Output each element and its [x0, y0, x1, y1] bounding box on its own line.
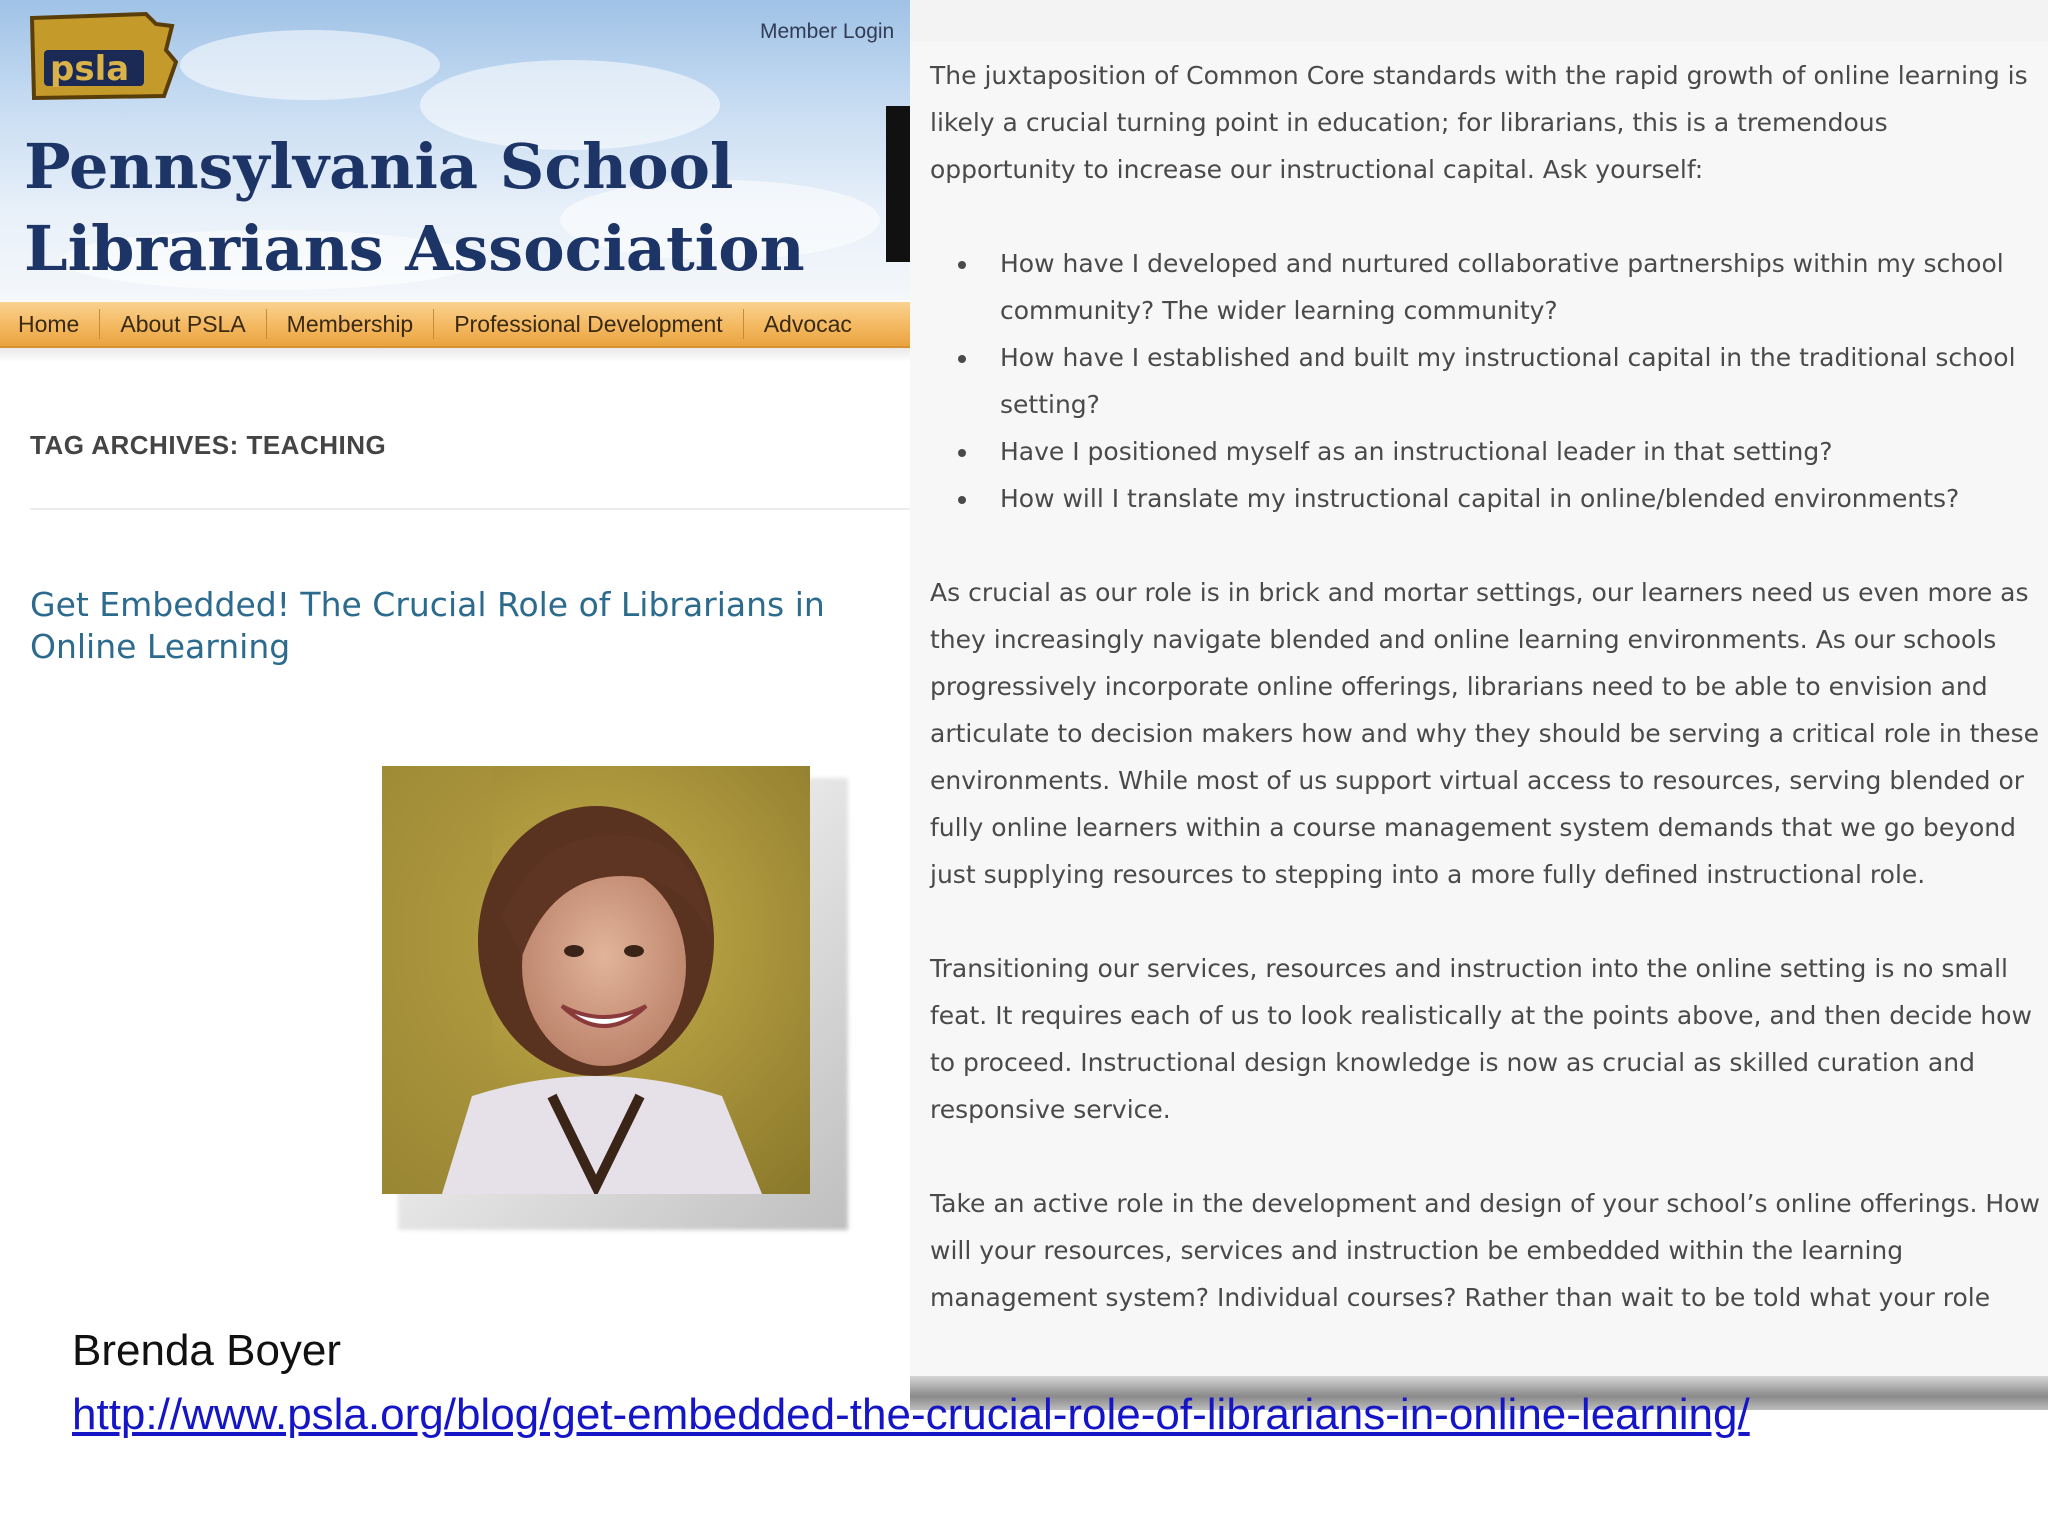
main-nav — [0, 302, 910, 348]
header-banner-edge — [886, 106, 910, 262]
nav-item-about[interactable]: About PSLA — [100, 309, 266, 339]
site-title-line1: Pennsylvania School — [24, 130, 734, 203]
author-portrait-image — [382, 766, 810, 1194]
nav-item-membership[interactable]: Membership — [267, 309, 435, 339]
article-excerpt — [910, 42, 2048, 1382]
site-title — [24, 126, 805, 290]
post-title-link[interactable]: Get Embedded! The Crucial Role of Librarians in Online Learning — [30, 585, 825, 666]
svg-text:psla: psla — [50, 49, 130, 89]
question-list — [930, 240, 2040, 522]
site-title-line2: Librarians Association — [24, 212, 805, 285]
article-paragraph: The juxtaposition of Common Core standards with the rapid growth of online learning is likely a crucial turning point in education; for librarians, this is a tremendous opportunity to increase our instructional capital. Ask yourself: — [930, 61, 2028, 184]
article-paragraph: Take an active role in the development and design of your school’s online offerings. How will your resources, services and instruction be embedded within the learning management system? Individual courses? Rather than wait to be told what your role — [930, 1189, 2040, 1312]
list-item: • How have I established and built my instructional capital in the traditional school setting? — [980, 334, 2040, 428]
list-item: • How will I translate my instructional capital in online/blended environments? — [980, 475, 2040, 522]
member-login-link[interactable]: Member Login — [760, 20, 895, 43]
nav-shadow — [0, 348, 910, 362]
paragraph-gap — [930, 898, 2040, 945]
nav-item-advocacy[interactable]: Advocac — [763, 311, 852, 337]
psla-site-screenshot — [0, 0, 910, 1450]
article-paragraph: Transitioning our services, resources and instruction into the online setting is no small feat. It requires each of us to look realistically at the points above, and then decide how to proceed. Instructional design knowledge is now as crucial as skilled curation and responsive service. — [930, 954, 2032, 1124]
paragraph-gap — [930, 1133, 2040, 1180]
nav-item-professional-development[interactable]: Professional Development — [434, 309, 743, 339]
site-header — [0, 0, 910, 300]
list-item: • How have I developed and nurtured collaborative partnerships within my school community? The wider learning community? — [980, 240, 2040, 334]
nav-item-home[interactable]: Home — [0, 309, 100, 339]
divider — [30, 508, 910, 510]
article-paragraph: As crucial as our role is in brick and mortar settings, our learners need us even more as they increasingly navigate blended and online learning environments. As our schools progressively incorporate online offerings, librarians need to be able to envision and articulate to decision makers how and why they should be serving a critical role in these environments. While most of us support virtual access to resources, serving blended or fully online learners within a course management system demands that we go beyond just supplying resources to stepping into a more fully defined instructional role. — [930, 578, 2040, 889]
list-item: • Have I positioned myself as an instructional leader in that setting? — [980, 428, 2040, 475]
cloud-decoration — [180, 30, 440, 100]
author-name: Brenda Boyer — [72, 1326, 342, 1375]
source-url-link[interactable]: http://www.psla.org/blog/get-embedded-the-crucial-role-of-librarians-in-online-learning/ — [72, 1390, 1750, 1439]
psla-logo-icon[interactable] — [26, 10, 178, 102]
author-photo — [382, 766, 810, 1194]
archive-heading: TAG ARCHIVES: TEACHING — [30, 430, 387, 460]
article-top-strip — [910, 0, 2048, 44]
article-body — [930, 52, 2040, 1321]
